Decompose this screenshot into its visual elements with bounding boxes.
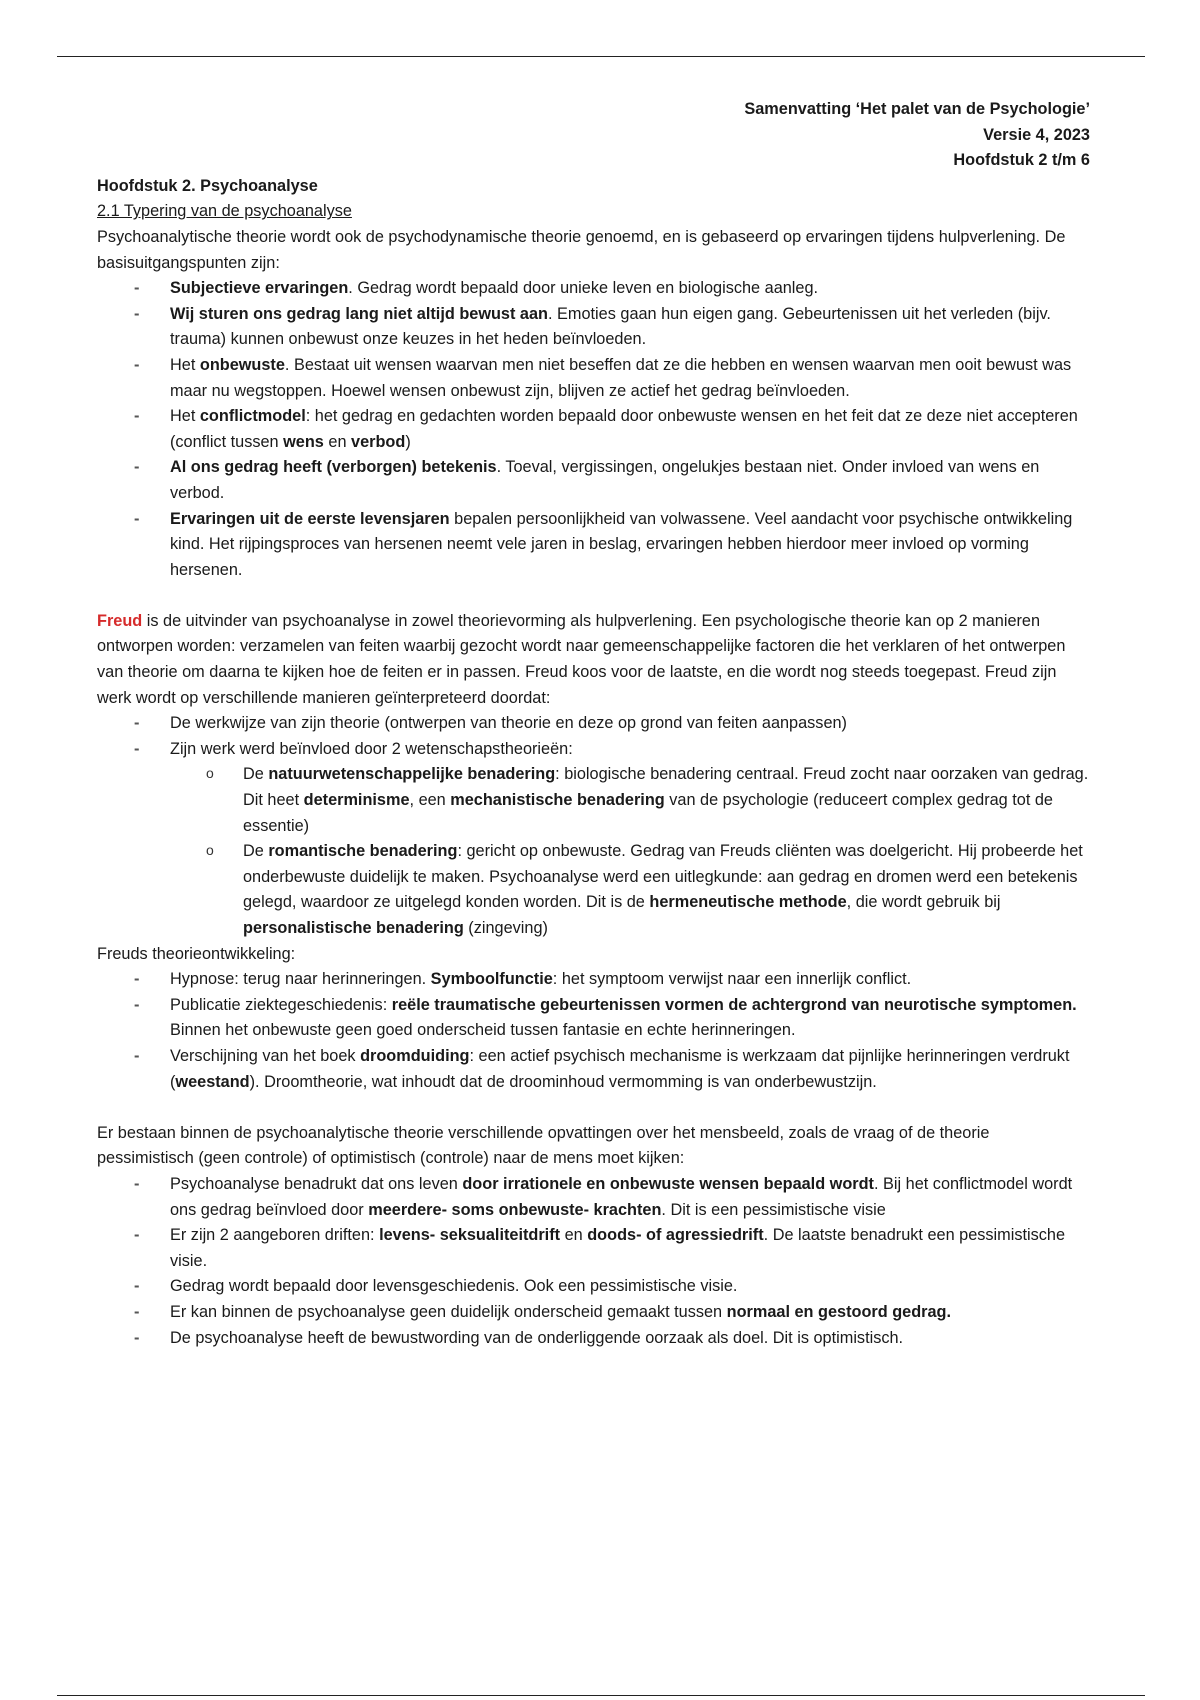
list-item: - Hypnose: terug naar herinneringen. Symboolfunctie: het symptoom verwijst naar een innerlijk conflict. — [97, 967, 1090, 993]
freud-name: Freud — [97, 611, 143, 630]
approach-sublist — [170, 762, 1090, 941]
list-item: - Ervaringen uit de eerste levensjaren bepalen persoonlijkheid van volwassene. Veel aandacht voor psychische ontwikkeling kind. Het rijpingsproces van hersenen neemt vele jaren in beslag, ervaringen hebben hierdoor meer invloed op vorming hersenen. — [97, 507, 1090, 584]
list-item: - Subjectieve ervaringen. Gedrag wordt bepaald door unieke leven en biologische aanleg. — [97, 276, 1090, 302]
list-item: - Er kan binnen de psychoanalyse geen duidelijk onderscheid gemaakt tussen normaal en gestoord gedrag. — [97, 1300, 1090, 1326]
view-paragraph: Er bestaan binnen de psychoanalytische theorie verschillende opvattingen over het mensbeeld, zoals de vraag of de theorie pessimistisch (geen controle) of optimistisch (controle) naar de mens moet kijken: — [97, 1123, 990, 1168]
header-chapters: Hoofdstuk 2 t/m 6 — [953, 151, 1090, 170]
page-content — [97, 97, 1090, 1351]
list-item: - Wij sturen ons gedrag lang niet altijd bewust aan. Emoties gaan hun eigen gang. Gebeurtenissen uit het verleden (bijv. trauma) kunnen onbewust onze keuzes in het heden beïnvloeden. — [97, 302, 1090, 353]
header-title: Samenvatting ‘Het palet van de Psychologie’ — [744, 100, 1090, 118]
list-item: - Al ons gedrag heeft (verborgen) betekenis. Toeval, vergissingen, ongelukjes bestaan niet. Onder invloed van wens en verbod. — [97, 455, 1090, 506]
list-item: - Publicatie ziektegeschiedenis: reële traumatische gebeurtenissen vormen de achtergrond van neurotische symptomen. Binnen het onbewuste geen goed onderscheid tussen fantasie en echte herinneringen. — [97, 993, 1090, 1044]
freud-list — [97, 711, 1090, 941]
list-item: - Het conflictmodel: het gedrag en gedachten worden bepaald door onbewuste wensen en het feit dat ze deze niet accepteren (conflict tussen wens en verbod) — [97, 404, 1090, 455]
view-list — [97, 1172, 1090, 1351]
bottom-rule — [57, 1695, 1145, 1696]
list-item: - De werkwijze van zijn theorie (ontwerpen van theorie en deze op grond van feiten aanpassen) — [97, 711, 1090, 737]
development-list — [97, 967, 1090, 1095]
list-item: - Verschijning van het boek droomduiding: een actief psychisch mechanisme is werkzaam dat pijnlijke herinneringen verdrukt (weestand). Droomtheorie, wat inhoudt dat de droominhoud vermomming is van onderbewustzijn. — [97, 1044, 1090, 1095]
list-item: - Zijn werk werd beïnvloed door 2 wetenschapstheorieën: o De natuurwetenschappelijke benadering: biologische benadering centraal. Freud zocht naar oorzaken van gedrag. Dit heet determinisme, een mechanistische benadering van de psychologie (reduceert complex gedrag tot de essentie) o De romantische benadering: gericht op onbewuste. Gedrag van Freuds cliënten was doelgericht. Hij probeerde het onderbewuste duidelijk te maken. Psychoanalyse werd een uitlegkunde: aan gedrag en dromen werd een betekenis gelegd, waardoor ze uitgelegd konden worden. Dit is de hermeneutische methode, die wordt gebruik bij personalistische benadering (zingeving) — [97, 737, 1090, 942]
top-rule — [57, 56, 1145, 57]
section-title: 2.1 Typering van de psychoanalyse — [97, 202, 352, 221]
spacer — [97, 1095, 1090, 1121]
document-header — [97, 97, 1090, 174]
list-item: - De psychoanalyse heeft de bewustwording van de onderliggende oorzaak als doel. Dit is optimistisch. — [97, 1326, 1090, 1352]
chapter-title: Hoofdstuk 2. Psychoanalyse — [97, 176, 318, 195]
sublist-item: o De natuurwetenschappelijke benadering: biologische benadering centraal. Freud zocht naar oorzaken van gedrag. Dit heet determinisme, een mechanistische benadering van de psychologie (reduceert complex gedrag tot de essentie) — [170, 762, 1090, 839]
list-item: - Psychoanalyse benadrukt dat ons leven door irrationele en onbewuste wensen bepaald wordt. Bij het conflictmodel wordt ons gedrag beïnvloed door meerdere- soms onbewuste- krachten. Dit is een pessimistische visie — [97, 1172, 1090, 1223]
basics-list — [97, 276, 1090, 583]
list-item: - Er zijn 2 aangeboren driften: levens- seksualiteitdrift en doods- of agressiedrift. De laatste benadrukt een pessimistische visie. — [97, 1223, 1090, 1274]
freud-paragraph: Freud is de uitvinder van psychoanalyse in zowel theorievorming als hulpverlening. Een psychologische theorie kan op 2 manieren ontworpen worden: verzamelen van feiten waarbij gezocht wordt naar gemeenschappelijke factoren die het verklaren of het ontwerpen van theorie om daarna te kijken hoe de feiten er in passen. Freud koos voor de laatste, en die wordt nog steeds toegepast. Freud zijn werk wordt op verschillende manieren geïnterpreteerd doordat: — [97, 611, 1066, 707]
list-item: - Gedrag wordt bepaald door levensgeschiedenis. Ook een pessimistische visie. — [97, 1274, 1090, 1300]
development-title: Freuds theorieontwikkeling: — [97, 944, 296, 963]
list-item: - Het onbewuste. Bestaat uit wensen waarvan men niet beseffen dat ze die hebben en wensen waarvan men ooit bewust was maar nu wegstoppen. Hoewel wensen onbewust zijn, blijven ze actief het gedrag beïnvloeden. — [97, 353, 1090, 404]
intro-paragraph: Psychoanalytische theorie wordt ook de psychodynamische theorie genoemd, en is gebaseerd op ervaringen tijdens hulpverlening. De basisuitgangspunten zijn: — [97, 227, 1066, 272]
header-version: Versie 4, 2023 — [983, 125, 1090, 144]
sublist-item: o De romantische benadering: gericht op onbewuste. Gedrag van Freuds cliënten was doelgericht. Hij probeerde het onderbewuste duidelijk te maken. Psychoanalyse werd een uitlegkunde: aan gedrag en dromen werd een betekenis gelegd, waardoor ze uitgelegd konden worden. Dit is de hermeneutische methode, die wordt gebruik bij personalistische benadering (zingeving) — [170, 839, 1090, 941]
spacer — [97, 583, 1090, 609]
